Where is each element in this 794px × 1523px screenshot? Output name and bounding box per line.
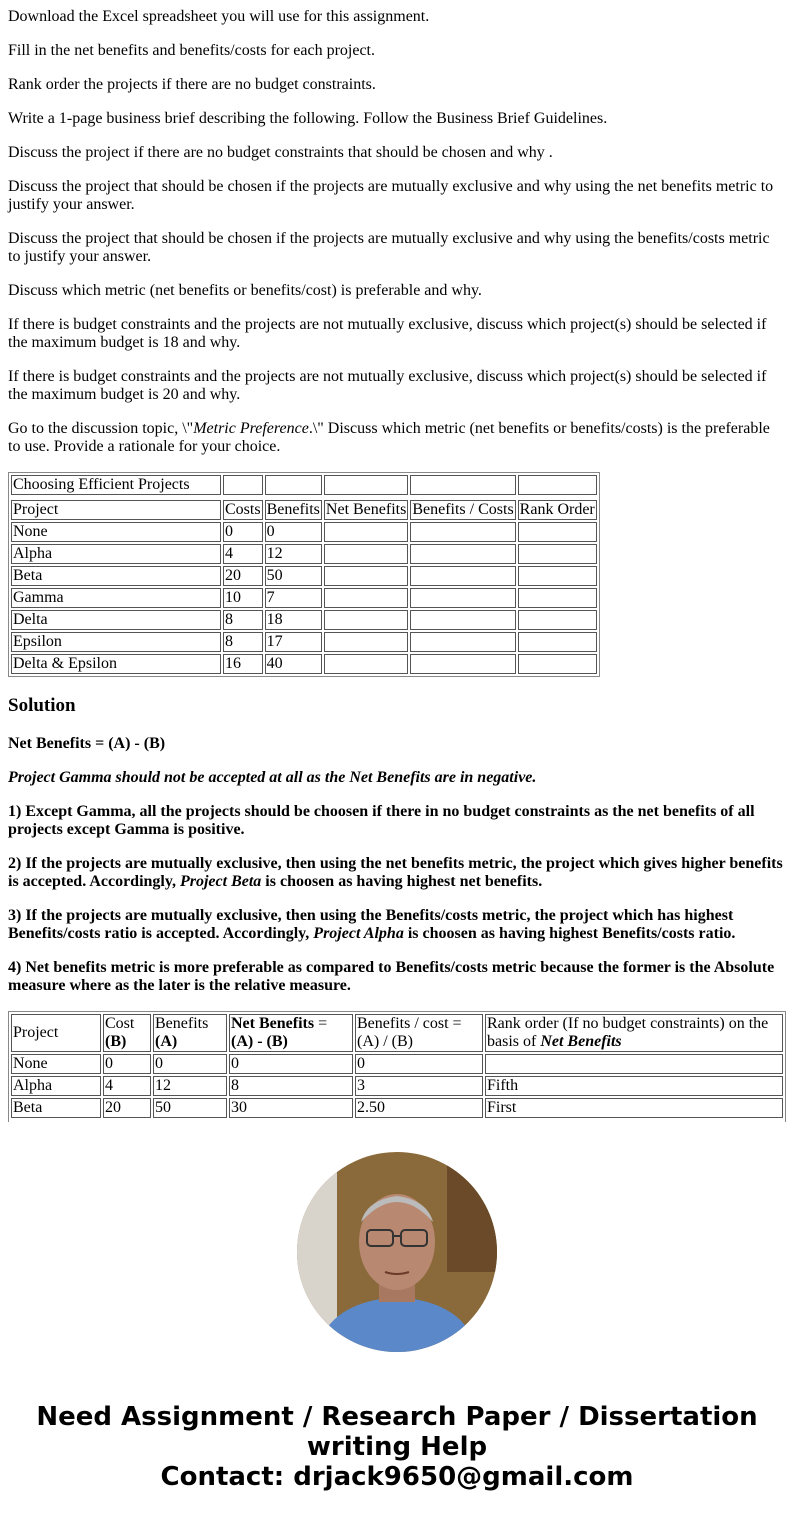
cell bbox=[518, 522, 597, 542]
text: Project Beta bbox=[179, 873, 262, 890]
solution-table-preview bbox=[8, 1011, 786, 1122]
text: Cost bbox=[105, 1015, 135, 1032]
cell bbox=[410, 610, 515, 630]
cell: 0 bbox=[229, 1054, 353, 1074]
cell bbox=[518, 588, 597, 608]
header-cell bbox=[355, 1014, 483, 1052]
formula: Net Benefits = (A) - (B) bbox=[8, 735, 166, 752]
instruction: Discuss the project if there are no budget constraints that should be chosen and why . bbox=[8, 144, 553, 161]
instruction: Write a 1-page business brief describing the following. Follow the Business Brief Guidelines. bbox=[8, 110, 608, 127]
text: Net Benefits bbox=[231, 1015, 315, 1032]
cell bbox=[518, 566, 597, 586]
cell: 0 bbox=[265, 522, 322, 542]
cell: Beta bbox=[11, 566, 221, 586]
instruction: Discuss which metric (net benefits or benefits/cost) is preferable and why. bbox=[8, 282, 482, 299]
table-row bbox=[11, 522, 597, 542]
cell: Fifth bbox=[485, 1076, 783, 1096]
cell bbox=[410, 475, 515, 495]
table-title: Choosing Efficient Projects bbox=[11, 475, 221, 495]
cell: 20 bbox=[103, 1098, 151, 1118]
text: Benefits bbox=[155, 1015, 209, 1032]
discussion-instruction bbox=[8, 420, 786, 456]
text: is choosen as having highest Benefits/costs ratio. bbox=[403, 925, 736, 942]
cell bbox=[410, 632, 515, 652]
answer-1: 1) Except Gamma, all the projects should be choosen if there in no budget constraints as the net benefits of all projects except Gamma is positive. bbox=[8, 803, 755, 838]
table-row bbox=[11, 1098, 783, 1118]
cell: 8 bbox=[223, 632, 263, 652]
header-cell: Project bbox=[11, 1014, 101, 1052]
instruction: If there is budget constraints and the projects are not mutually exclusive, discuss which project(s) should be selected if the maximum budget is 20 and why. bbox=[8, 368, 767, 403]
contact-line: Contact: drjack9650@gmail.com bbox=[160, 1462, 634, 1492]
cell: First bbox=[485, 1098, 783, 1118]
header-cell: Benefits bbox=[266, 501, 320, 518]
text: 3) If the projects are mutually exclusive, then using the Benefits/costs metric, the project which has highest Benefits/costs ratio is accepted. Accordingly, bbox=[8, 907, 734, 942]
cell bbox=[485, 1054, 783, 1074]
cell: 2.50 bbox=[355, 1098, 483, 1118]
choosing-projects-table bbox=[8, 472, 600, 677]
cell: 50 bbox=[153, 1098, 227, 1118]
solution-heading: Solution bbox=[8, 695, 76, 716]
table-header-row bbox=[11, 1014, 783, 1052]
table-row bbox=[11, 1054, 783, 1074]
solution-section bbox=[8, 695, 786, 995]
cell: 18 bbox=[265, 610, 322, 630]
table-title-row bbox=[11, 475, 597, 495]
cell: 12 bbox=[265, 544, 322, 564]
text: Metric Preference bbox=[193, 420, 309, 437]
text: Rank order (If no budget constraints) on the basis of bbox=[487, 1015, 769, 1050]
cell: 16 bbox=[223, 654, 263, 674]
author-photo bbox=[297, 1152, 497, 1352]
help-line: Need Assignment / Research Paper / Dissertation writing Help bbox=[36, 1402, 758, 1462]
cell: Delta bbox=[11, 610, 221, 630]
cell bbox=[518, 654, 597, 674]
text: Net Benefits bbox=[540, 1033, 622, 1050]
header-cell: Net Benefits bbox=[325, 501, 407, 518]
cell: Gamma bbox=[11, 588, 221, 608]
cell: 30 bbox=[229, 1098, 353, 1118]
cell bbox=[324, 588, 408, 608]
cell: 3 bbox=[355, 1076, 483, 1096]
header-cell: Project bbox=[11, 500, 221, 520]
header-cell bbox=[103, 1014, 151, 1052]
cell bbox=[410, 566, 515, 586]
instruction: Fill in the net benefits and benefits/costs for each project. bbox=[8, 42, 375, 59]
cell bbox=[410, 544, 515, 564]
cell: 40 bbox=[265, 654, 322, 674]
cell bbox=[518, 610, 597, 630]
cell: 0 bbox=[355, 1054, 483, 1074]
cell: 4 bbox=[223, 544, 263, 564]
cell bbox=[324, 610, 408, 630]
instruction: Discuss the project that should be chosen if the projects are mutually exclusive and why using the benefits/costs metric to justify your answer. bbox=[8, 230, 770, 265]
cell bbox=[518, 544, 597, 564]
answer-2 bbox=[8, 855, 786, 891]
text: (B) bbox=[105, 1033, 127, 1050]
cell bbox=[324, 475, 408, 495]
table-header-row bbox=[11, 500, 597, 520]
header-cell bbox=[485, 1014, 783, 1052]
text: (A) / (B) bbox=[357, 1033, 413, 1050]
table-row bbox=[11, 588, 597, 608]
cell: 17 bbox=[265, 632, 322, 652]
cell: 20 bbox=[223, 566, 263, 586]
header-cell: Costs bbox=[225, 501, 261, 518]
header-cell bbox=[153, 1014, 227, 1052]
cell bbox=[410, 522, 515, 542]
assignment-instructions bbox=[8, 8, 786, 456]
cell bbox=[410, 654, 515, 674]
text: 2) If the projects are mutually exclusive, then using the net benefits metric, the project which gives higher benefits is accepted. Accordingly, bbox=[8, 855, 783, 890]
header-cell: Rank Order bbox=[519, 501, 595, 518]
cell: None bbox=[11, 1054, 101, 1074]
contact-banner bbox=[8, 1402, 786, 1492]
gamma-note bbox=[8, 769, 786, 787]
cell: 8 bbox=[229, 1076, 353, 1096]
cell bbox=[265, 475, 322, 495]
cell: 7 bbox=[265, 588, 322, 608]
cell: Delta & Epsilon bbox=[11, 654, 221, 674]
cell: 50 bbox=[265, 566, 322, 586]
text: Project Alpha bbox=[313, 925, 404, 942]
instruction: Rank order the projects if there are no budget constraints. bbox=[8, 76, 376, 93]
cell: 0 bbox=[153, 1054, 227, 1074]
answer-3 bbox=[8, 907, 786, 943]
cell: Alpha bbox=[11, 1076, 101, 1096]
solution-table bbox=[9, 1012, 785, 1120]
table-row bbox=[11, 654, 597, 674]
text: Go to the discussion topic, \" bbox=[8, 420, 194, 437]
cell: Alpha bbox=[11, 544, 221, 564]
cell: 0 bbox=[223, 522, 263, 542]
cell: 10 bbox=[223, 588, 263, 608]
cell: 8 bbox=[223, 610, 263, 630]
cell bbox=[324, 566, 408, 586]
cell bbox=[324, 522, 408, 542]
cell bbox=[518, 475, 597, 495]
instruction: If there is budget constraints and the projects are not mutually exclusive, discuss which project(s) should be selected if the maximum budget is 18 and why. bbox=[8, 316, 767, 351]
cell bbox=[324, 654, 408, 674]
instruction: Download the Excel spreadsheet you will use for this assignment. bbox=[8, 8, 430, 25]
cell bbox=[410, 588, 515, 608]
header-cell bbox=[229, 1014, 353, 1052]
text: Project Gamma should not be accepted at all as the Net Benefits are in negative. bbox=[8, 769, 537, 786]
cell: Epsilon bbox=[11, 632, 221, 652]
cell bbox=[223, 475, 263, 495]
header-cell: Benefits / Costs bbox=[412, 501, 514, 518]
text: Benefits / cost = bbox=[357, 1015, 462, 1032]
text: .\" Discuss which metric (net benefits or benefits/costs) is the preferable to use. Provide a rationale for your choice. bbox=[8, 420, 770, 455]
text: = bbox=[314, 1015, 328, 1032]
cell bbox=[518, 632, 597, 652]
table-row bbox=[11, 566, 597, 586]
table-row bbox=[11, 1076, 783, 1096]
text: (A) - (B) bbox=[231, 1033, 288, 1050]
cell: None bbox=[11, 522, 221, 542]
cell: 4 bbox=[103, 1076, 151, 1096]
table-row bbox=[11, 610, 597, 630]
cell bbox=[324, 544, 408, 564]
table-row bbox=[11, 544, 597, 564]
text: (A) bbox=[155, 1033, 178, 1050]
cell: 0 bbox=[103, 1054, 151, 1074]
cell bbox=[324, 632, 408, 652]
cell: Beta bbox=[11, 1098, 101, 1118]
answer-4: 4) Net benefits metric is more preferable as compared to Benefits/costs metric because the former is the Absolute measure where as the later is the relative measure. bbox=[8, 959, 775, 994]
text: is choosen as having highest net benefits. bbox=[261, 873, 543, 890]
cell: 12 bbox=[153, 1076, 227, 1096]
table-row bbox=[11, 632, 597, 652]
instruction: Discuss the project that should be chosen if the projects are mutually exclusive and why using the net benefits metric to justify your answer. bbox=[8, 178, 774, 213]
